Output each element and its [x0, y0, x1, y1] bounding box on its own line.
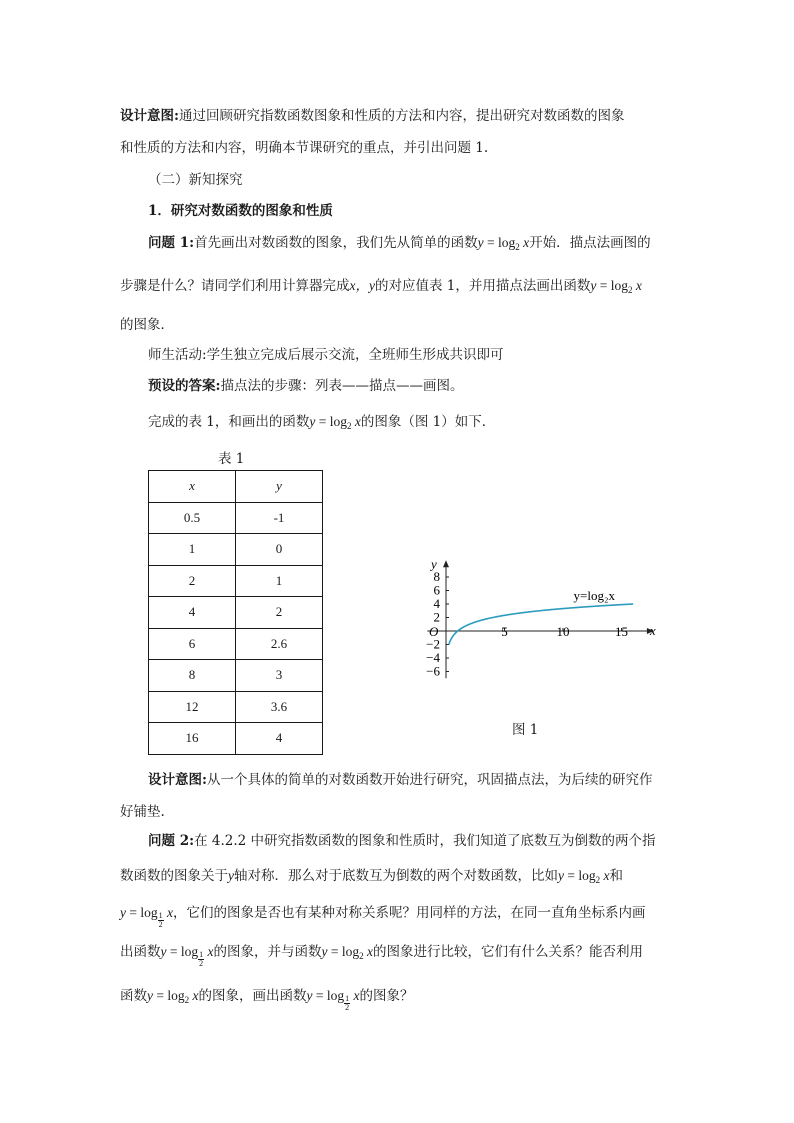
- question-2-line3: [120, 901, 646, 929]
- question-1-text-b: 开始．描点法画图的: [529, 235, 651, 251]
- table-intro-b: 的图象（图 1）如下．: [360, 414, 496, 430]
- formula-log2x: [478, 235, 530, 250]
- design-intent-1-line2: 和性质的方法和内容，明确本节课研究的重点，并引出问题 1.: [120, 140, 489, 156]
- cell-x: 1: [149, 534, 236, 566]
- design-intent-2-text: 从一个具体的简单的对数函数开始进行研究，巩固描点法，为后续的研究作: [206, 772, 653, 788]
- formula-log2x: $y = \log_2 x$: [147, 988, 199, 1005]
- y-tick-label: 6: [433, 582, 440, 598]
- q2-text-i: 的图象，画出函数: [198, 988, 307, 1004]
- header-x: x: [149, 471, 236, 503]
- y-tick-label: −6: [426, 663, 440, 679]
- cell-y: 4: [236, 723, 323, 755]
- cell-y: -1: [236, 502, 323, 534]
- math-xy: x，y: [349, 278, 375, 293]
- math-base: 2: [515, 242, 520, 252]
- question-2-line2: [120, 864, 623, 885]
- answer-line: [148, 374, 463, 394]
- q2-text-c: 和: [609, 868, 623, 884]
- formula-log2x: $y = \log_2 x$: [590, 278, 642, 295]
- header-y: y: [236, 471, 323, 503]
- cell-x: 6: [149, 628, 236, 660]
- table-row: [149, 502, 323, 534]
- cell-x: 4: [149, 597, 236, 629]
- math-y: y: [477, 235, 484, 250]
- q2-text-g: 的图象进行比较，它们有什么关系？能否利用: [373, 944, 643, 960]
- cell-y: 2.6: [236, 628, 323, 660]
- y-tick-label: 2: [433, 609, 440, 625]
- table-row: [149, 723, 323, 755]
- formula-log-half-x: y = log $\frac{1}{2}$ x: [120, 905, 173, 929]
- q2-text-b: 轴对称．那么对于底数互为倒数的两个对数函数，比如: [234, 868, 558, 884]
- table-row: [149, 597, 323, 629]
- design-intent-1-line1: [120, 104, 624, 124]
- log-graph: [400, 505, 656, 710]
- table-intro-a: 完成的表 1，和画出的函数: [148, 414, 310, 430]
- table-row: [149, 628, 323, 660]
- q2-text-f: 的图象，并与函数: [213, 944, 322, 960]
- cell-x: 8: [149, 660, 236, 692]
- math-eq: = log: [483, 235, 516, 250]
- q2-text-e: 出函数: [120, 944, 161, 960]
- question-1-text: 首先画出对数函数的图象，我们先从简单的函数: [194, 235, 478, 251]
- origin-label: O: [429, 624, 439, 639]
- formula-log2x: $y = \log_2 x$: [558, 868, 610, 885]
- subsection-heading: 1．研究对数函数的图象和性质: [148, 203, 333, 219]
- design-intent-2-line1: [148, 768, 652, 788]
- formula-log2x: $y = \log_2 x$: [321, 944, 373, 961]
- cell-y: 2: [236, 597, 323, 629]
- question-1-label: 问题 1:: [148, 235, 195, 251]
- cell-y: 3.6: [236, 691, 323, 723]
- answer-text: 描点法的步骤：列表——描点——画图。: [220, 378, 464, 394]
- question-1-line1: [148, 231, 651, 252]
- question-1-text-c: 步骤是什么？请同学们利用计算器完成: [120, 278, 350, 294]
- design-intent-label: 设计意图:: [120, 108, 179, 124]
- question-2-text: 在 4.2.2 中研究指数函数的图象和性质时，我们知道了底数互为倒数的两个指: [194, 833, 656, 849]
- table-header-row: [149, 471, 323, 503]
- curve-label: y=log₂x: [573, 587, 616, 603]
- section-heading: （二）新知探究: [148, 172, 243, 188]
- x-tick-label: 5: [501, 624, 508, 639]
- activity-text: 学生独立完成后展示交流，全班师生形成共识即可: [206, 347, 504, 363]
- formula-log2x: $y = \log_2 x$: [309, 414, 361, 431]
- question-2-label: 问题 2:: [148, 833, 195, 849]
- y-tick-label: −2: [426, 636, 440, 652]
- y-axis-label: y: [431, 556, 437, 572]
- table-row: [149, 565, 323, 597]
- cell-y: 3: [236, 660, 323, 692]
- value-table: [148, 470, 323, 755]
- table-row: [149, 691, 323, 723]
- cell-x: 16: [149, 723, 236, 755]
- question-1-text-d: 的对应值表 1，并用描点法画出函数: [374, 278, 591, 294]
- math-y: y: [228, 868, 234, 883]
- table-intro-line: [148, 410, 495, 431]
- design-intent-text: 通过回顾研究指数函数图象和性质的方法和内容，提出研究对数函数的图象: [178, 108, 625, 124]
- activity-line: [148, 343, 504, 363]
- q2-text-h: 函数: [120, 988, 147, 1004]
- x-axis-label: x: [649, 623, 656, 638]
- cell-y: 0: [236, 534, 323, 566]
- question-2-line5: [120, 984, 414, 1012]
- design-intent-2-line2: 好铺垫.: [120, 804, 165, 820]
- question-2-line1: [148, 829, 656, 849]
- design-intent-2-label: 设计意图:: [148, 772, 207, 788]
- cell-x: 0.5: [149, 502, 236, 534]
- table-row: [149, 660, 323, 692]
- q2-text-j: 的图象？: [359, 988, 414, 1004]
- question-2-line4: [120, 940, 643, 968]
- activity-label: 师生活动:: [148, 347, 207, 363]
- math-x: x: [523, 235, 530, 250]
- cell-x: 12: [149, 691, 236, 723]
- cell-x: 2: [149, 565, 236, 597]
- answer-label: 预设的答案:: [148, 378, 221, 394]
- y-tick-label: −4: [426, 650, 440, 665]
- table-row: [149, 534, 323, 566]
- figure-caption: 图 1: [512, 722, 539, 738]
- y-tick-label: 8: [433, 569, 440, 584]
- formula-log-half-x: y = log $\frac{1}{2}$ x: [160, 944, 214, 968]
- x-tick-label: 15: [615, 624, 628, 639]
- y-axis-arrow: [443, 560, 449, 567]
- formula-log-half-x: y = log $\frac{1}{2}$ x: [306, 988, 360, 1012]
- series-line: [449, 604, 633, 645]
- y-tick-label: 4: [433, 596, 440, 611]
- q2-text-d: ，它们的图象是否也有某种对称关系呢？用同样的方法，在同一直角坐标系内画: [173, 905, 646, 921]
- question-1-line2: [120, 274, 642, 295]
- x-tick-label: 10: [556, 624, 570, 639]
- q2-text-a: 数函数的图象关于: [120, 868, 228, 884]
- cell-y: 1: [236, 565, 323, 597]
- table-caption: 表 1: [218, 451, 245, 467]
- question-1-line3: 的图象．: [120, 317, 174, 333]
